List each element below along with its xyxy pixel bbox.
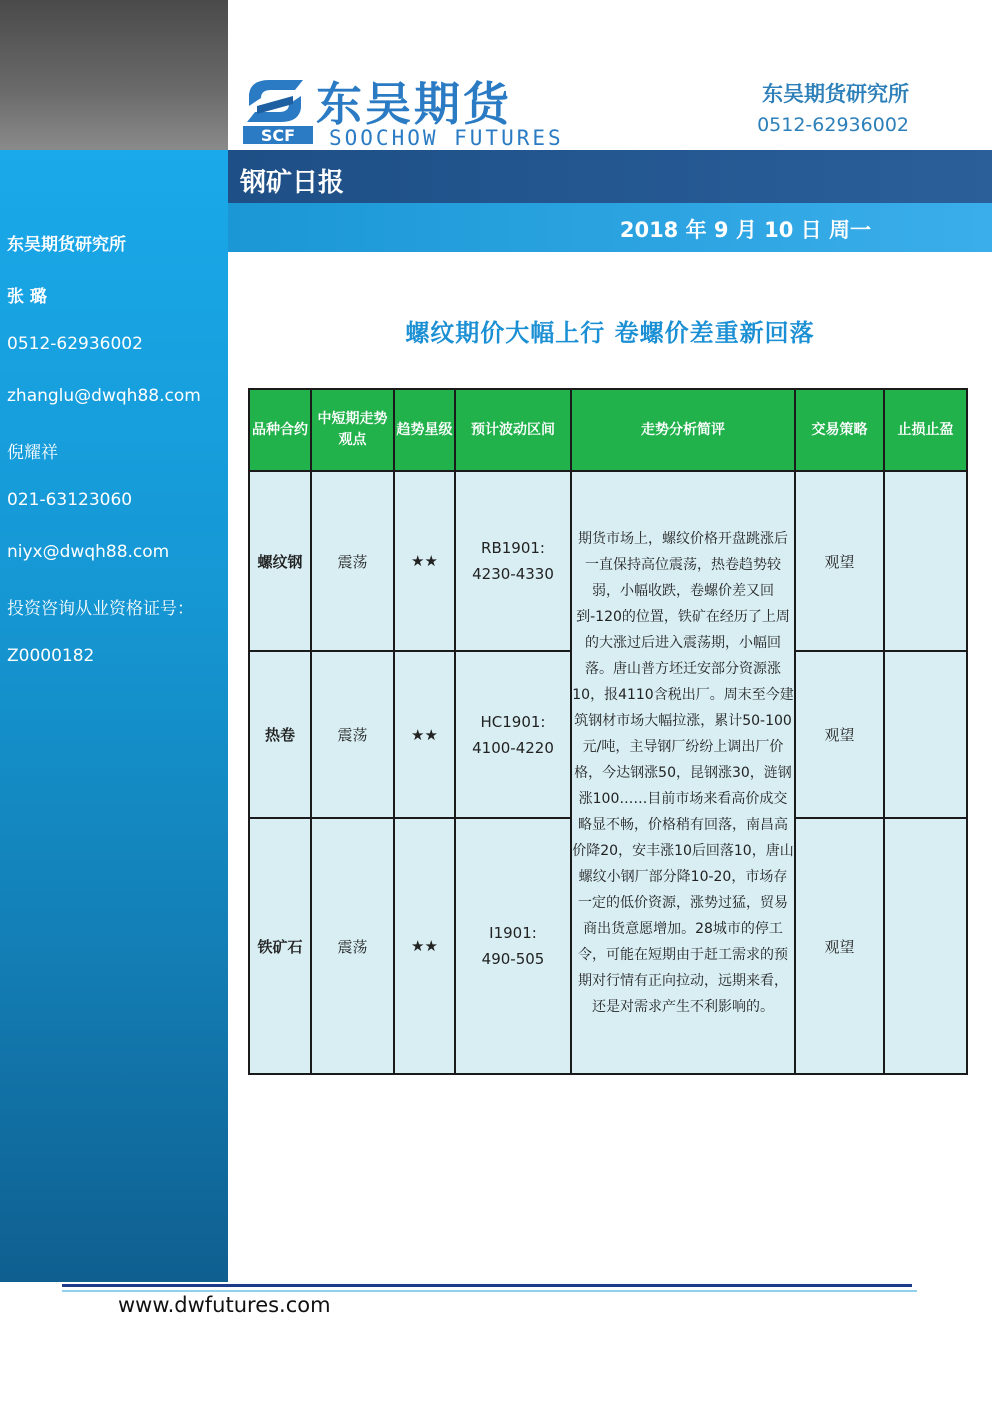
- table-header-row: [249, 389, 967, 471]
- header-analysis: 走势分析简评: [571, 389, 795, 471]
- strategy-cell: 观望: [795, 471, 884, 651]
- sidebar-email-1[interactable]: zhanglu@dwqh88.com: [7, 386, 201, 406]
- header-range: 预计波动区间: [455, 389, 571, 471]
- stop-cell: [884, 818, 967, 1074]
- range-cell: [455, 651, 571, 818]
- header-strategy: 交易策略: [795, 389, 884, 471]
- range-code: I1901:: [489, 924, 537, 942]
- header-stars: 趋势星级: [394, 389, 455, 471]
- range-cell: [455, 471, 571, 651]
- variety-cell: 铁矿石: [249, 818, 311, 1074]
- sidebar-phone-1: 0512-62936002: [7, 334, 143, 354]
- range-code: HC1901:: [480, 712, 546, 731]
- range-values: 4230-4330: [472, 565, 554, 583]
- sidebar-panel: [0, 150, 228, 1282]
- stars-cell: ★★: [394, 651, 455, 818]
- date-bar: [228, 203, 992, 252]
- strategy-cell: 观望: [795, 818, 884, 1074]
- range-code: RB1901:: [481, 539, 545, 557]
- header-variety: 品种合约: [249, 389, 311, 471]
- analysis-cell: 期货市场上，螺纹价格开盘跳涨后一直保持高位震荡，热卷趋势较弱，小幅收跌，卷螺价差又回到-120的位置，铁矿在经历了上周的大涨过后进入震荡期，小幅回落。唐山普方坯迁安部分资源涨10，报4110含税出厂。周末至今建筑钢材市场大幅拉涨，累计50-100元/吨，主导钢厂纷纷上调出厂价格，今达钢涨50，昆钢涨30，涟钢涨100……目前市场来看高价成交略显不畅，价格稍有回落，南昌高价降20，安丰涨10后回落10，唐山螺纹小钢厂部分降10-20，市场存一定的低价资源，涨势过猛，贸易商出货意愿增加。28城市的停工令，可能在短期由于赶工需求的预期对行情有正向拉动，远期来看，还是对需求产生不利影响的。: [571, 471, 795, 1074]
- footer-divider-light: [62, 1290, 917, 1292]
- report-title: 钢矿日报: [240, 168, 345, 198]
- view-cell: 震荡: [311, 818, 394, 1074]
- company-logo: [243, 72, 583, 152]
- view-cell: 震荡: [311, 471, 394, 651]
- sidebar-cert-number: Z0000182: [7, 646, 95, 666]
- range-values: 490-505: [481, 950, 545, 968]
- report-title-bar: [228, 150, 992, 203]
- header-phone: 0512-62936002: [757, 114, 909, 136]
- sidebar-phone-2: 021-63123060: [7, 490, 133, 510]
- header-view: 中短期走势观点: [311, 389, 394, 471]
- logo-english-name: SOOCHOW FUTURES: [329, 126, 564, 150]
- logo-chinese-name: 东吴期货: [316, 77, 512, 131]
- sidebar-top-gray: [0, 0, 228, 150]
- variety-cell: 螺纹钢: [249, 471, 311, 651]
- stop-cell: [884, 471, 967, 651]
- strategy-table: [248, 388, 968, 1075]
- sidebar-analyst-1: 张 璐: [7, 287, 47, 307]
- stars-cell: ★★: [394, 818, 455, 1074]
- view-cell: 震荡: [311, 651, 394, 818]
- range-values: 4100-4220: [472, 738, 554, 757]
- stop-cell: [884, 651, 967, 818]
- variety-cell: 热卷: [249, 651, 311, 818]
- stars-cell: ★★: [394, 471, 455, 651]
- report-date: 2018 年 9 月 10 日 周一: [619, 218, 871, 242]
- sidebar-cert-label: 投资咨询从业资格证号：: [7, 599, 194, 619]
- footer-divider: [62, 1284, 912, 1287]
- logo-scf-text: SCF: [260, 126, 296, 144]
- strategy-cell: 观望: [795, 651, 884, 818]
- table-row: [249, 471, 967, 651]
- logo-mark-icon: [243, 76, 307, 126]
- range-cell: [455, 818, 571, 1074]
- headline: 螺纹期价大幅上行 卷螺价差重新回落: [405, 319, 815, 347]
- header-stop: 止损止盈: [884, 389, 967, 471]
- logo-scf-icon: [243, 126, 313, 144]
- sidebar-email-2[interactable]: niyx@dwqh88.com: [7, 542, 170, 562]
- header-org: 东吴期货研究所: [762, 82, 909, 106]
- footer-website-link[interactable]: www.dwfutures.com: [118, 1293, 331, 1317]
- sidebar-org: 东吴期货研究所: [7, 235, 126, 255]
- sidebar-analyst-2: 倪耀祥: [7, 443, 58, 463]
